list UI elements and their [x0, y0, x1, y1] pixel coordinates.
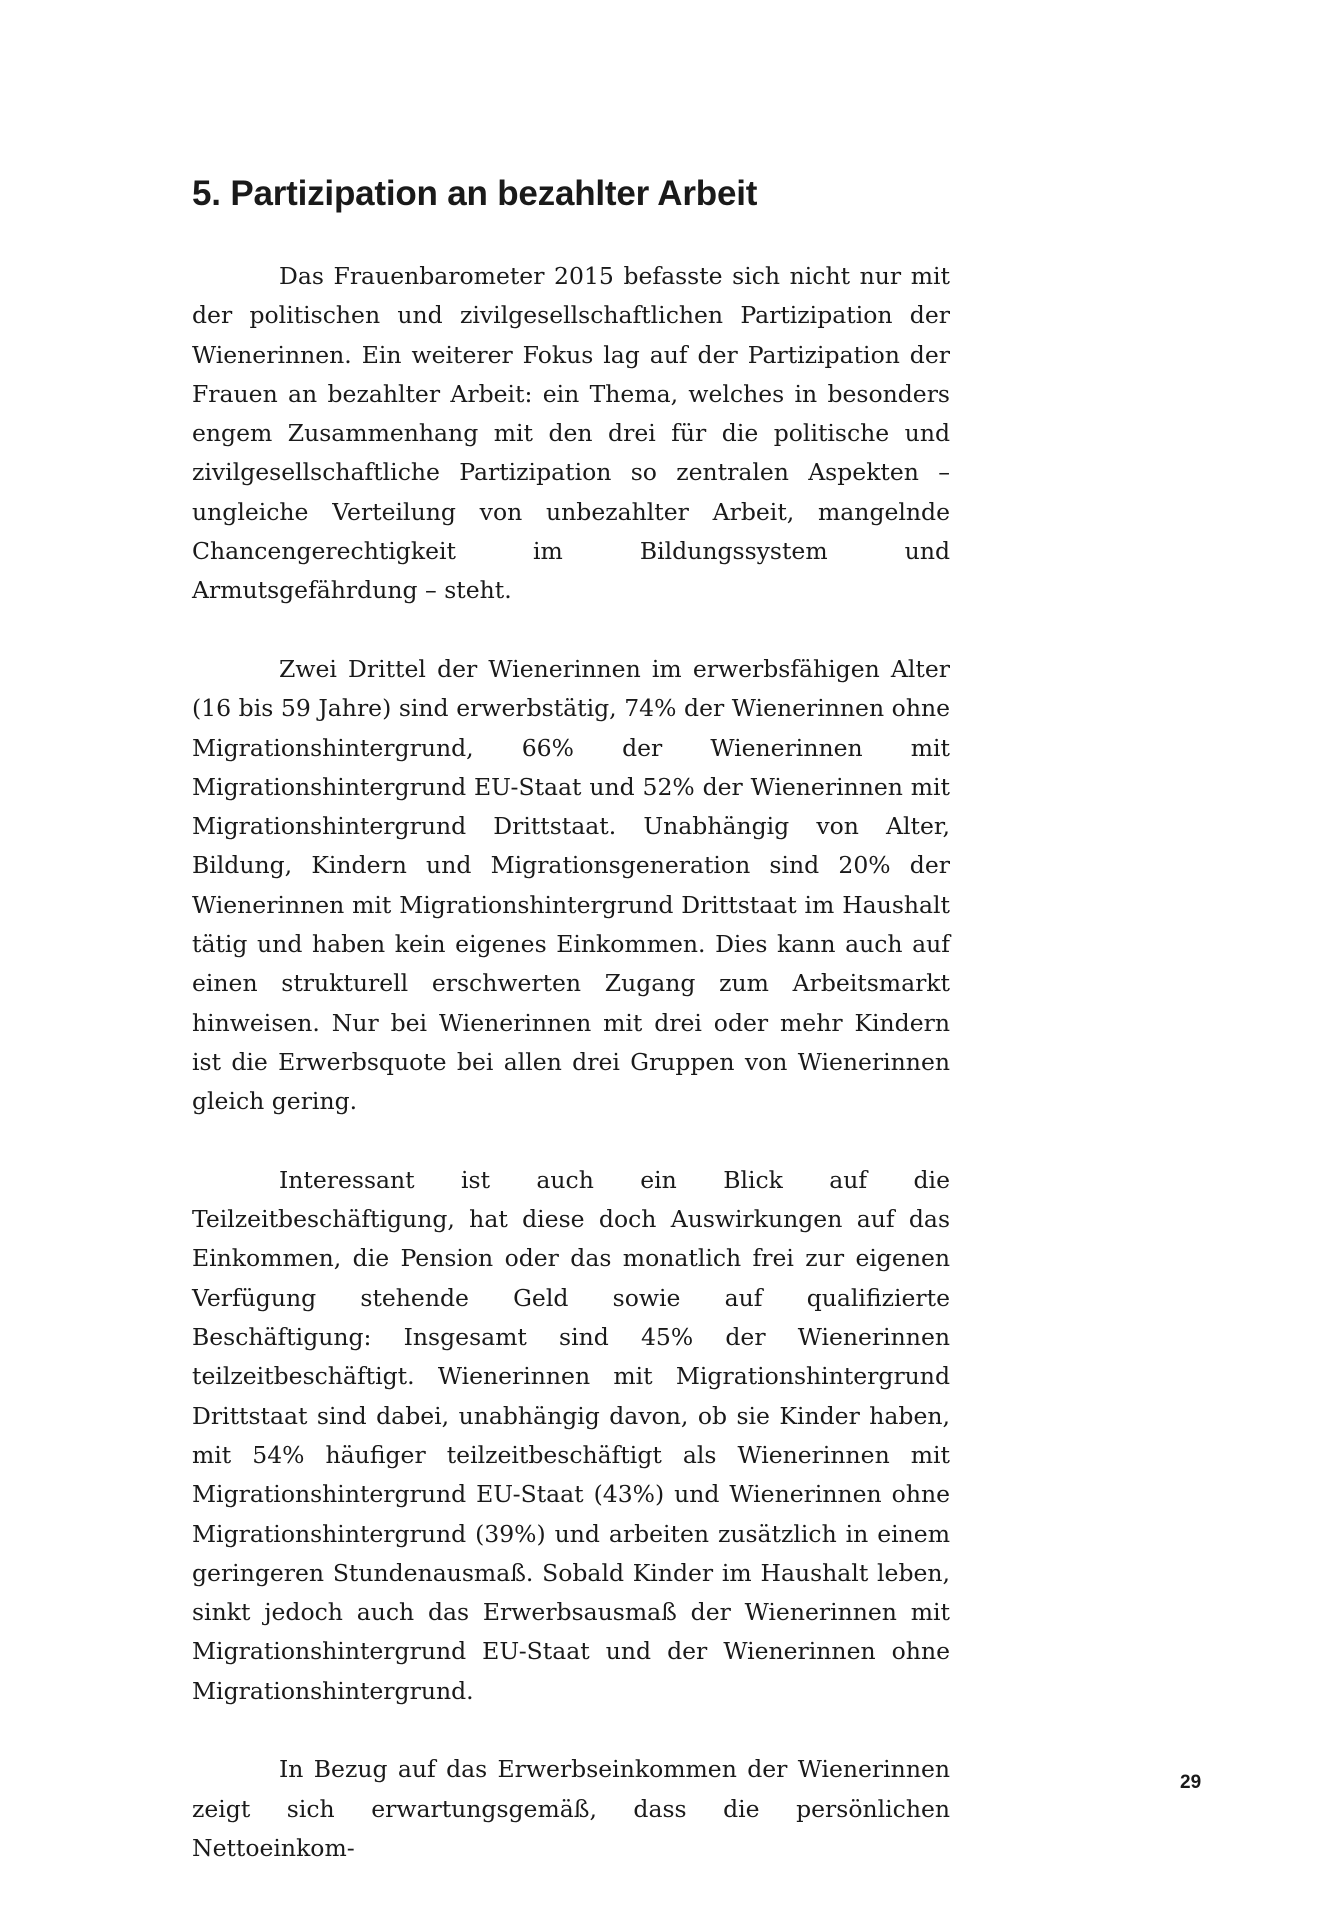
body-text	[192, 257, 950, 1907]
paragraph-4: In Bezug auf das Erwerbseinkommen der Wienerinnen zeigt sich erwartungsgemäß, dass die persönlichen Nettoeinkom-	[192, 1755, 950, 1862]
section-heading: 5. Partizipation an bezahlter Arbeit	[192, 174, 758, 213]
page-number: 29	[1180, 1772, 1202, 1793]
paragraph-3: Interessant ist auch ein Blick auf die Teilzeitbeschäftigung, hat diese doch Auswirkungen auf das Einkommen, die Pension oder das monatlich frei zur eigenen Verfügung stehende Geld sowie auf qualifizierte Beschäftigung: Insgesamt sind 45% der Wienerinnen teilzeitbeschäftigt. Wienerinnen mit Migrationshintergrund Drittstaat sind dabei, unabhängig davon, ob sie Kinder haben, mit 54% häufiger teilzeitbeschäftigt als Wienerinnen mit Migrationshintergrund EU-Staat (43%) und Wienerinnen ohne Migrationshintergrund (39%) und arbeiten zusätzlich in einem geringeren Stundenausmaß. Sobald Kinder im Haushalt leben, sinkt jedoch auch das Erwerbsausmaß der Wienerinnen mit Migrationshintergrund EU-Staat und der Wienerinnen ohne Migrationshintergrund.	[192, 1165, 950, 1705]
paragraph-2: Zwei Drittel der Wienerinnen im erwerbsfähigen Alter (16 bis 59 Jahre) sind erwerbstätig, 74% der Wienerinnen ohne Migrationshintergrund, 66% der Wienerinnen mit Migrationshintergrund EU-Staat und 52% der Wienerinnen mit Migrationshintergrund Drittstaat. Unabhängig von Alter, Bildung, Kindern und Migrationsgeneration sind 20% der Wienerinnen mit Migrationshintergrund Drittstaat im Haushalt tätig und haben kein eigenes Einkommen. Dies kann auch auf einen strukturell erschwerten Zugang zum Arbeitsmarkt hinweisen. Nur bei Wienerinnen mit drei oder mehr Kindern ist die Erwerbsquote bei allen drei Gruppen von Wienerinnen gleich gering.	[192, 654, 950, 1116]
paragraph-1: Das Frauenbarometer 2015 befasste sich nicht nur mit der politischen und zivilgesellschaftlichen Partizipation der Wienerinnen. Ein weiterer Fokus lag auf der Partizipation der Frauen an bezahlter Arbeit: ein Thema, welches in besonders engem Zusammenhang mit den drei für die politische und zivilgesellschaftliche Partizipation so zentralen Aspekten – ungleiche Verteilung von unbezahlter Arbeit, mangelnde Chancengerechtigkeit im Bildungssystem und Armutsgefährdung – steht.	[192, 262, 950, 605]
